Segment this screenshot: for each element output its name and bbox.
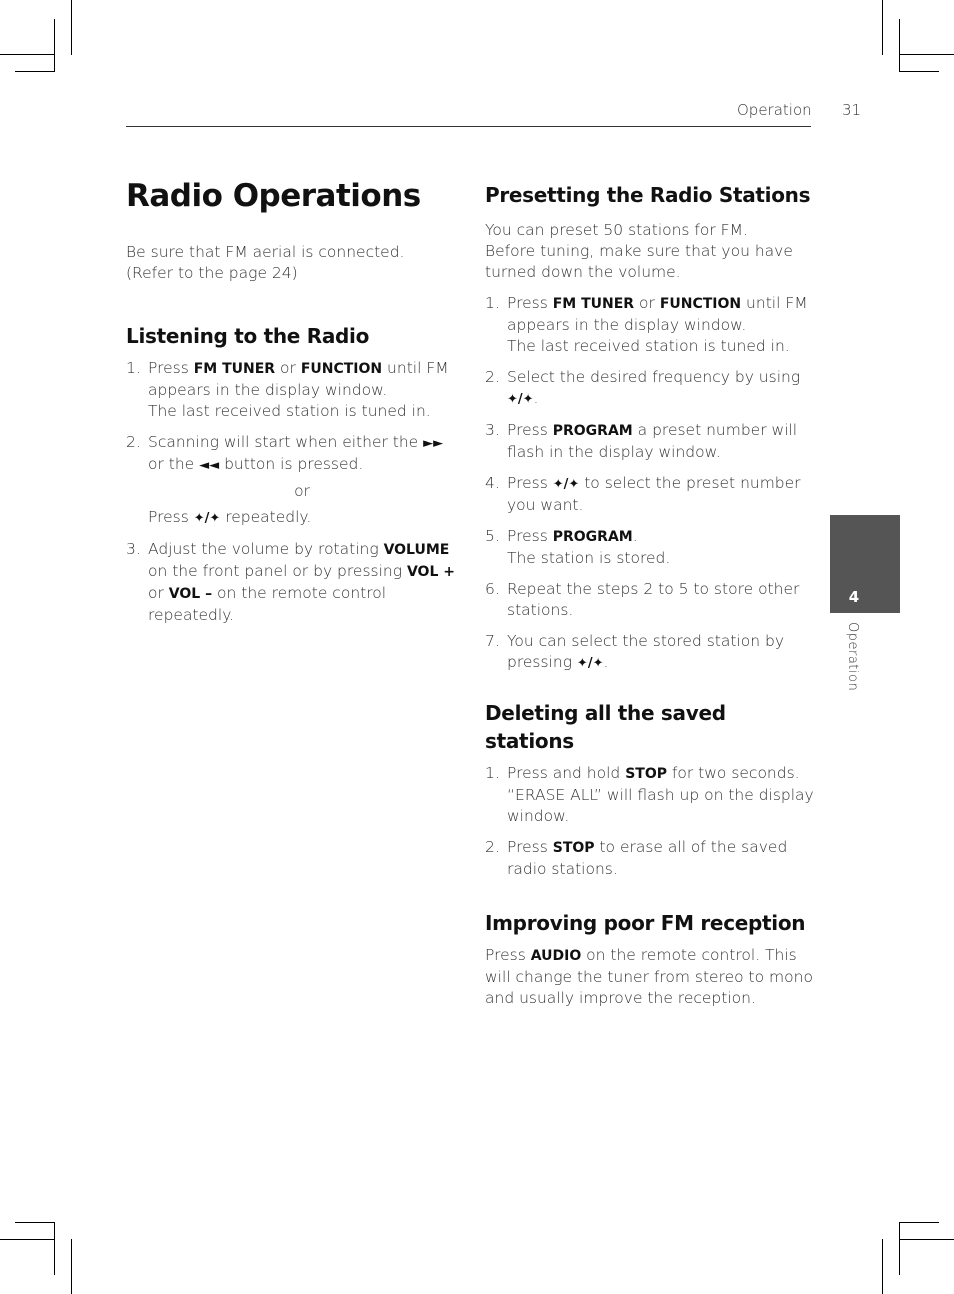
chapter-number: 4 bbox=[848, 588, 860, 606]
or-separator: or bbox=[294, 482, 310, 500]
presetting-intro-1: You can preset 50 stations for FM. bbox=[485, 221, 748, 239]
crop-mark-top-left bbox=[15, 71, 55, 72]
key-fm-tuner: FM TUNER bbox=[552, 296, 635, 312]
presetting-intro-2: Before tuning, make sure that you have turned down the volume. bbox=[485, 242, 793, 281]
fast-forward-icon: ►► bbox=[423, 436, 444, 451]
list-item: 1. Press and hold STOP for two seconds. “ERASE ALL” will flash up on the display window. bbox=[485, 764, 814, 825]
crop-mark-top-left bbox=[71, 0, 72, 55]
presetting-heading: Presetting the Radio Stations bbox=[485, 183, 811, 207]
crop-mark-top-right bbox=[899, 71, 939, 72]
list-item: 1. Press FM TUNER or FUNCTION until FM appears in the display window. The last received station is tuned in. bbox=[126, 359, 449, 420]
list-item: 6. Repeat the steps 2 to 5 to store other stations. bbox=[485, 580, 800, 619]
crop-mark-top-right bbox=[882, 0, 883, 55]
list-item: 5. Press PROGRAM. The station is stored. bbox=[485, 527, 671, 567]
crop-mark-bottom-right bbox=[882, 1239, 883, 1294]
up-down-arrow-icon: ✦/✦ bbox=[193, 511, 221, 526]
key-audio: AUDIO bbox=[530, 948, 582, 964]
listening-heading: Listening to the Radio bbox=[126, 324, 370, 348]
chapter-label: Operation bbox=[845, 622, 860, 692]
crop-mark-bottom-right bbox=[899, 1239, 954, 1240]
key-vol-plus: VOL + bbox=[406, 564, 455, 580]
key-function: FUNCTION bbox=[300, 361, 383, 377]
listening-steps bbox=[126, 358, 456, 626]
page-number: 31 bbox=[842, 101, 862, 119]
crop-mark-bottom-left bbox=[71, 1239, 72, 1294]
list-item: 2. Press STOP to erase all of the saved radio stations. bbox=[485, 838, 788, 878]
list-item: 4. Press ✦/✦ to select the preset number you want. bbox=[485, 474, 801, 514]
key-fm-tuner: FM TUNER bbox=[193, 361, 276, 377]
crop-mark-top-left bbox=[0, 54, 55, 55]
improving-heading: Improving poor FM reception bbox=[485, 911, 806, 935]
key-volume: VOLUME bbox=[383, 542, 450, 558]
key-stop: STOP bbox=[552, 840, 595, 856]
key-program: PROGRAM bbox=[552, 529, 633, 545]
deleting-heading: Deleting all the saved stations bbox=[485, 701, 726, 753]
crop-mark-bottom-left bbox=[54, 1222, 55, 1275]
intro-text: Be sure that FM aerial is connected. (Refer to the page 24) bbox=[126, 243, 405, 282]
crop-mark-bottom-left bbox=[15, 1222, 55, 1223]
crop-mark-bottom-right bbox=[899, 1222, 900, 1275]
key-function: FUNCTION bbox=[659, 296, 742, 312]
key-stop: STOP bbox=[625, 766, 667, 782]
page-title: Radio Operations bbox=[126, 178, 421, 214]
list-item: 2. Select the desired frequency by using ✦/✦. bbox=[485, 368, 801, 407]
up-down-arrow-icon: ✦/✦ bbox=[507, 392, 534, 407]
right-column bbox=[485, 181, 815, 1009]
list-item: 3. Adjust the volume by rotating VOLUME on the front panel or by pressing VOL + or VOL – on the remote control repeatedly. bbox=[126, 540, 455, 624]
crop-mark-bottom-left bbox=[0, 1239, 55, 1240]
crop-mark-top-right bbox=[899, 19, 900, 72]
header-section-label: Operation bbox=[737, 101, 812, 119]
key-program: PROGRAM bbox=[552, 423, 633, 439]
list-item: 2. Scanning will start when either the ►► or the ◄◄ button is pressed. or Press ✦/✦ repeatedly. bbox=[126, 432, 456, 529]
header-rule bbox=[126, 126, 811, 127]
left-column bbox=[126, 242, 456, 636]
presetting-steps bbox=[485, 293, 815, 674]
list-item: 1. Press FM TUNER or FUNCTION until FM appears in the display window. The last received station is tuned in. bbox=[485, 294, 808, 355]
left-right-arrow-icon: ✦/✦ bbox=[552, 477, 580, 492]
rewind-icon: ◄◄ bbox=[199, 458, 220, 473]
crop-mark-top-right bbox=[899, 54, 954, 55]
list-item: 7. You can select the stored station by pressing ✦/✦. bbox=[485, 632, 785, 671]
deleting-steps bbox=[485, 763, 815, 880]
list-item: 3. Press PROGRAM a preset number will flash in the display window. bbox=[485, 421, 798, 461]
crop-mark-bottom-right bbox=[899, 1222, 939, 1223]
key-vol-minus: VOL – bbox=[168, 586, 213, 602]
crop-mark-top-left bbox=[54, 19, 55, 72]
left-right-arrow-icon: ✦/✦ bbox=[576, 656, 604, 671]
improving-text: Press AUDIO on the remote control. This will change the tuner from stereo to mono and usually improve the reception. bbox=[485, 946, 813, 1007]
